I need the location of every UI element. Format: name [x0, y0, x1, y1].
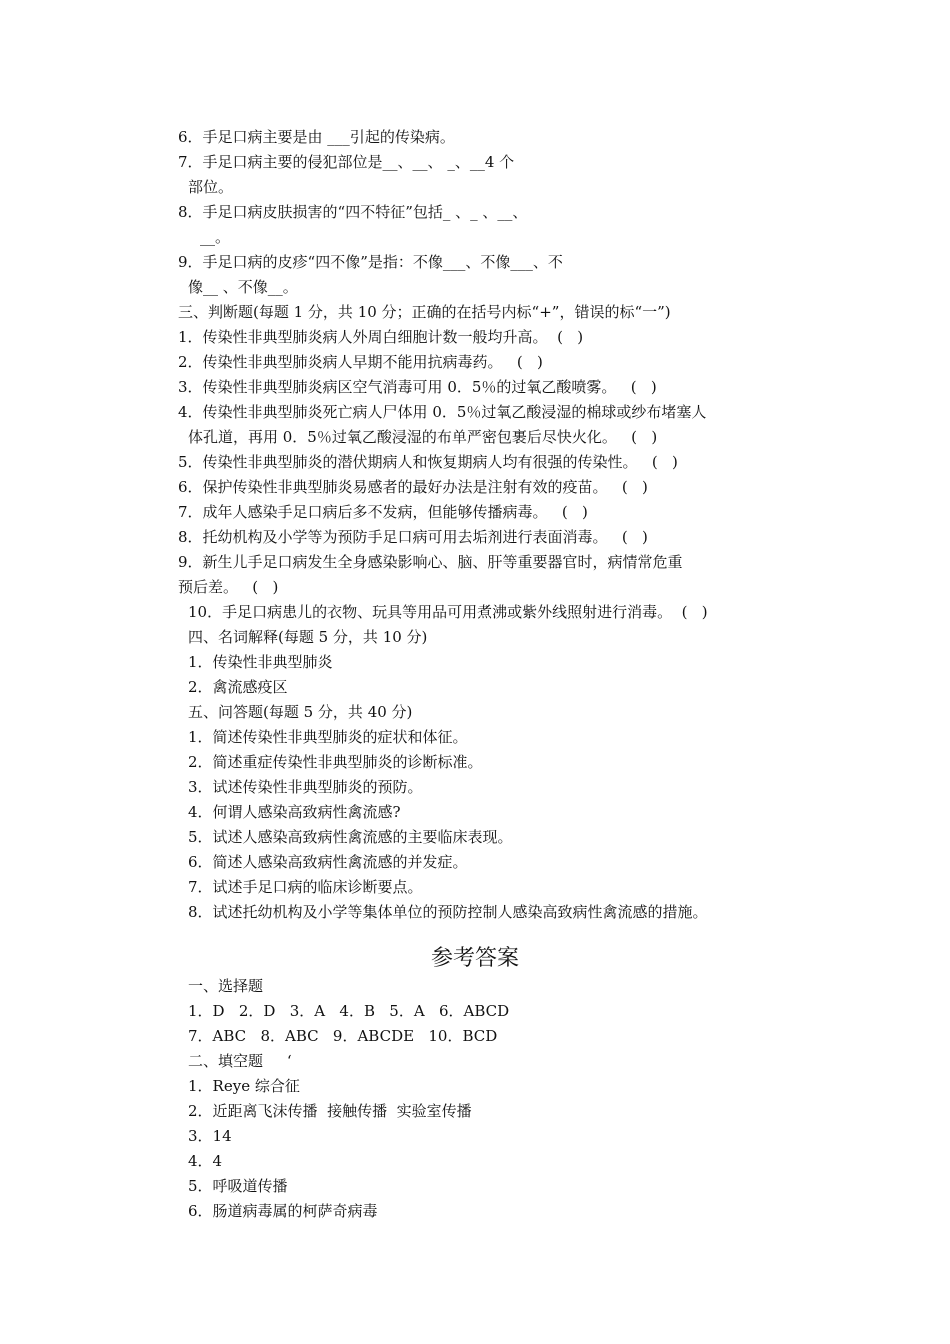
question-fill-9-cont: 像__ 、不像__。 [188, 278, 298, 296]
answer-line: 7．ABC 8．ABC 9．ABCDE 10．BCD [188, 1027, 498, 1045]
essay-item: 6．简述人感染高致病性禽流感的并发症。 [188, 853, 468, 871]
answer-line: 6．肠道病毒属的柯萨奇病毒 [188, 1202, 378, 1220]
answer-line: 1．D 2．D 3．A 4．B 5．A 6．ABCD [188, 1002, 510, 1020]
term-item: 1．传染性非典型肺炎 [188, 653, 333, 671]
essay-item: 3．试述传染性非典型肺炎的预防。 [188, 778, 423, 796]
essay-item: 1．简述传染性非典型肺炎的症状和体征。 [188, 728, 468, 746]
judgment-item: 6．保护传染性非典型肺炎易感者的最好办法是注射有效的疫苗。 ( ) [178, 478, 648, 496]
answers-title: 参考答案 [430, 946, 519, 971]
judgment-item: 5．传染性非典型肺炎的潜伏期病人和恢复期病人均有很强的传染性。 ( ) [178, 453, 678, 471]
answer-line: 1．Reye 综合征 [188, 1077, 300, 1095]
term-item: 2．禽流感疫区 [188, 678, 288, 696]
judgment-item: 2．传染性非典型肺炎病人早期不能用抗病毒药。 ( ) [178, 353, 543, 371]
essay-item: 5．试述人感染高致病性禽流感的主要临床表现。 [188, 828, 513, 846]
answer-line: 2．近距离飞沫传播 接触传播 实验室传播 [188, 1102, 472, 1120]
judgment-item: 3．传染性非典型肺炎病区空气消毒可用 0．5％的过氧乙酸喷雾。 ( ) [178, 378, 657, 396]
section-heading-choice: 一、选择题 [188, 977, 264, 995]
section-heading-terms: 四、名词解释(每题 5 分，共 10 分) [188, 628, 428, 646]
judgment-item: 7．成年人感染手足口病后多不发病，但能够传播病毒。 ( ) [178, 503, 588, 521]
essay-item: 7．试述手足口病的临床诊断要点。 [188, 878, 423, 896]
judgment-item: 1．传染性非典型肺炎病人外周白细胞计数一般均升高。 ( ) [178, 328, 584, 346]
answer-line: 4．4 [188, 1152, 223, 1170]
essay-item: 8．试述托幼机构及小学等集体单位的预防控制人感染高致病性禽流感的措施。 [188, 903, 708, 921]
answer-line: 5．呼吸道传播 [188, 1177, 288, 1195]
question-fill-9: 9．手足口病的皮疹“四不像”是指：不像___、不像___、不 [178, 253, 563, 271]
question-fill-7: 7．手足口病主要的侵犯部位是__、__、 _、__4 个 [178, 153, 515, 171]
judgment-item: 9．新生儿手足口病发生全身感染影响心、脑、肝等重要器官时，病情常危重 [178, 553, 683, 571]
question-fill-8-cont: __。 [200, 228, 231, 246]
question-fill-6: 6．手足口病主要是由 ___引起的传染病。 [178, 128, 455, 146]
judgment-item: 4．传染性非典型肺炎死亡病人尸体用 0．5％过氧乙酸浸湿的棉球或纱布堵塞人 [178, 403, 707, 421]
section-heading-judgment: 三、判断题(每题 1 分，共 10 分；正确的在括号内标“+”，错误的标“一”) [178, 303, 671, 321]
essay-item: 2．简述重症传染性非典型肺炎的诊断标准。 [188, 753, 483, 771]
essay-item: 4．何谓人感染高致病性禽流感? [188, 803, 401, 821]
answer-line: 3．14 [188, 1127, 232, 1145]
judgment-item-cont: 预后差。 ( ) [178, 578, 279, 596]
section-heading-essay: 五、问答题(每题 5 分，共 40 分) [188, 703, 413, 721]
question-fill-7-cont: 部位。 [188, 178, 234, 196]
question-fill-8: 8．手足口病皮肤损害的“四不特征”包括_ 、_ 、__、 [178, 203, 528, 221]
section-heading-fill: 二、填空题 ‘ [188, 1052, 292, 1070]
judgment-item: 8．托幼机构及小学等为预防手足口病可用去垢剂进行表面消毒。 ( ) [178, 528, 648, 546]
judgment-item: 10．手足口病患儿的衣物、玩具等用品可用煮沸或紫外线照射进行消毒。 ( ) [188, 603, 708, 621]
judgment-item-cont: 体孔道，再用 0．5％过氧乙酸浸湿的布单严密包裹后尽快火化。 ( ) [188, 428, 658, 446]
